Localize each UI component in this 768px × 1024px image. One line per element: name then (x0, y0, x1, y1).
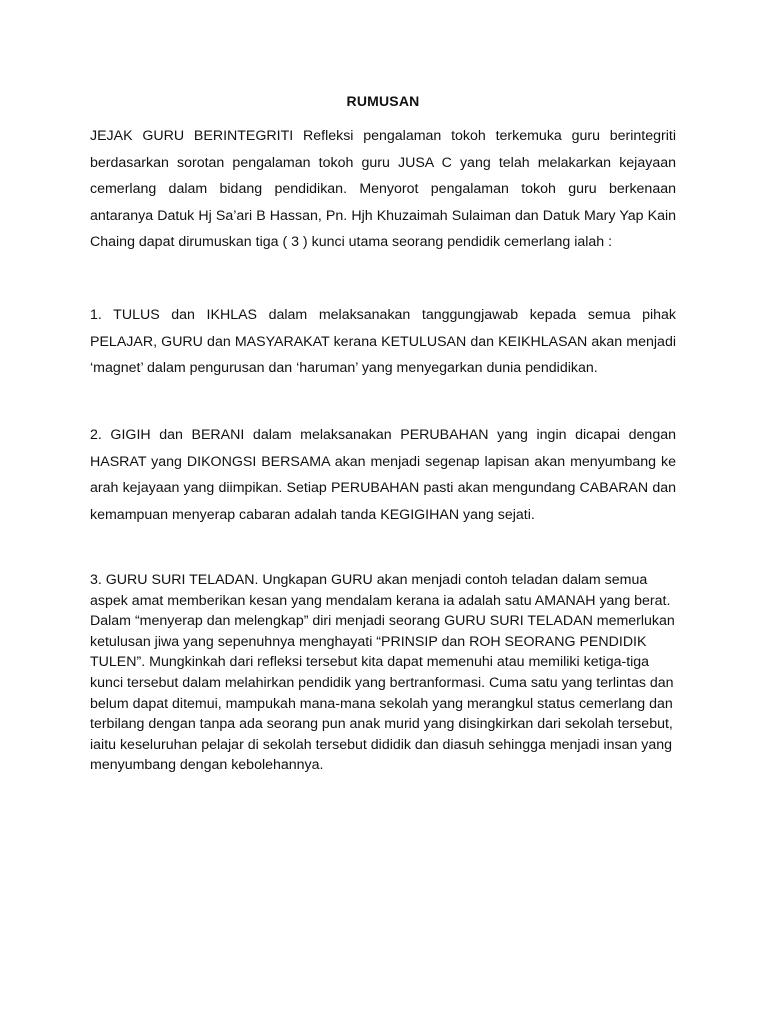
point-2-paragraph: 2. GIGIH dan BERANI dalam melaksanakan PERUBAHAN yang ingin dicapai dengan HASRAT yang DIKONGSI BERSAMA akan menjadi segenap lapisan akan menyumbang ke arah kejayaan yang diimpikan. Setiap PERUBAHAN pasti akan mengundang CABARAN dan kemampuan menyerap cabaran adalah tanda KEGIGIHAN yang sejati. (90, 427, 676, 523)
document-title: RUMUSAN (346, 93, 420, 109)
point-1-paragraph: 1. TULUS dan IKHLAS dalam melaksanakan tanggungjawab kepada semua pihak PELAJAR, GURU dan MASYARAKAT kerana KETULUSAN dan KEIKHLASAN akan menjadi ‘magnet’ dalam pengurusan dan ‘haruman’ yang menyegarkan dunia pendidikan. (90, 307, 676, 376)
point-3-paragraph: 3. GURU SURI TELADAN. Ungkapan GURU akan menjadi contoh teladan dalam semua aspek amat memberikan kesan yang mendalam kerana ia adalah satu AMANAH yang berat. Dalam “menyerap dan melengkap” diri menjadi seorang GURU SURI TELADAN memerlukan ketulusan jiwa yang sepenuhnya menghayati “PRINSIP dan ROH SEORANG PENDIDIK TULEN”. Mungkinkah dari refleksi tersebut kita dapat memenuhi atau memiliki ketiga-tiga kunci tersebut dalam melahirkan pendidik yang bertranformasi. Cuma satu yang terlintas dan belum dapat ditemui, mampukah mana-mana sekolah yang merangkul status cemerlang dan terbilang dengan tanpa ada seorang pun anak murid yang disingkirkan dari sekolah tersebut, iaitu keseluruhan pelajar di sekolah tersebut dididik dan diasuh sehingga menjadi insan yang menyumbang dengan kebolehannya. (90, 572, 675, 774)
intro-paragraph: JEJAK GURU BERINTEGRITI Refleksi pengalaman tokoh terkemuka guru berintegriti berdasarkan sorotan pengalaman tokoh guru JUSA C yang telah melakarkan kejayaan cemerlang dalam bidang pendidikan. Menyorot pengalaman tokoh guru berkenaan antaranya Datuk Hj Sa’ari B Hassan, Pn. Hjh Khuzaimah Sulaiman dan Datuk Mary Yap Kain Chaing dapat dirumuskan tiga ( 3 ) kunci utama seorang pendidik cemerlang ialah : (90, 128, 676, 250)
